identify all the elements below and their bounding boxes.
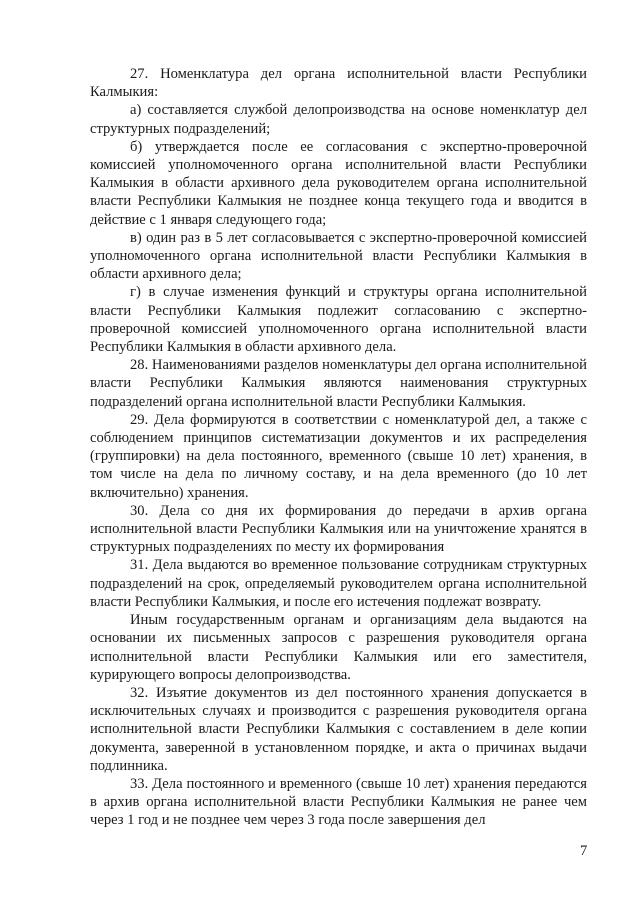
paragraph-29: 29. Дела формируются в соответствии с номенклатурой дел, а также с соблюдением принципов систематизации документов и их распределения (группировки) на дела постоянного, временного (свыше 10 лет) хранения, в том числе на дела по личному составу, и на дела временного (до 10 лет включительно) хранения. <box>90 411 587 501</box>
paragraph-27b: б) утверждается после ее согласования с экспертно-проверочной комиссией уполномоченного органа исполнительной власти Республики Калмыкия в области архивного дела руководителем органа исполнительной власти Республики Калмыкия не позднее конца текущего года и вводится в действие с 1 января следующего года; <box>90 138 587 228</box>
paragraph-27a: а) составляется службой делопроизводства на основе номенклатур дел структурных подразделений; <box>90 102 587 137</box>
paragraph-28: 28. Наименованиями разделов номенклатуры дел органа исполнительной власти Республики Калмыкия являются наименования структурных подразделений органа исполнительной власти Республики Калмыкия. <box>90 357 587 410</box>
paragraph-31: 31. Дела выдаются во временное пользование сотрудникам структурных подразделений на срок, определяемый руководителем органа исполнительной власти Республики Калмыкия, и после его истечения подлежат возврату. <box>90 557 587 610</box>
paragraph-33: 33. Дела постоянного и временного (свыше 10 лет) хранения передаются в архив органа исполнительной власти Республики Калмыкия не ранее чем через 1 год и не позднее чем через 3 года после завершения дел <box>90 775 587 829</box>
paragraph-27: 27. Номенклатура дел органа исполнительной власти Республики Калмыкия: <box>90 66 587 101</box>
paragraph-27c: в) один раз в 5 лет согласовывается с экспертно-проверочной комиссией уполномоченного органа исполнительной власти Республики Калмыкия в области архивного дела; <box>90 229 587 283</box>
paragraph-31-continued: Иным государственным органам и организациям дела выдаются на основании их письменных запросов с разрешения руководителя органа исполнительной власти Республики Калмыкия или его заместителя, курирующего вопросы делопроизводства. <box>90 612 587 683</box>
paragraph-30: 30. Дела со дня их формирования до передачи в архив органа исполнительной власти Республики Калмыкия или на уничтожение хранятся в структурных подразделениях по месту их формирования <box>90 502 587 556</box>
paragraph-32: 32. Изъятие документов из дел постоянного хранения допускается в исключительных случаях и производится с разрешения руководителя органа исполнительной власти Республики Калмыкия с составлением в деле копии документа, заверенной в установленном порядке, и акта о причинах выдачи подлинника. <box>90 684 587 774</box>
page-number: 7 <box>580 843 588 859</box>
paragraph-27d: г) в случае изменения функций и структуры органа исполнительной власти Республики Калмыкия подлежит согласованию с экспертно-проверочной комиссией уполномоченного органа исполнительной власти Республики Калмыкия в области архивного дела. <box>90 284 587 356</box>
document-body <box>90 65 587 830</box>
